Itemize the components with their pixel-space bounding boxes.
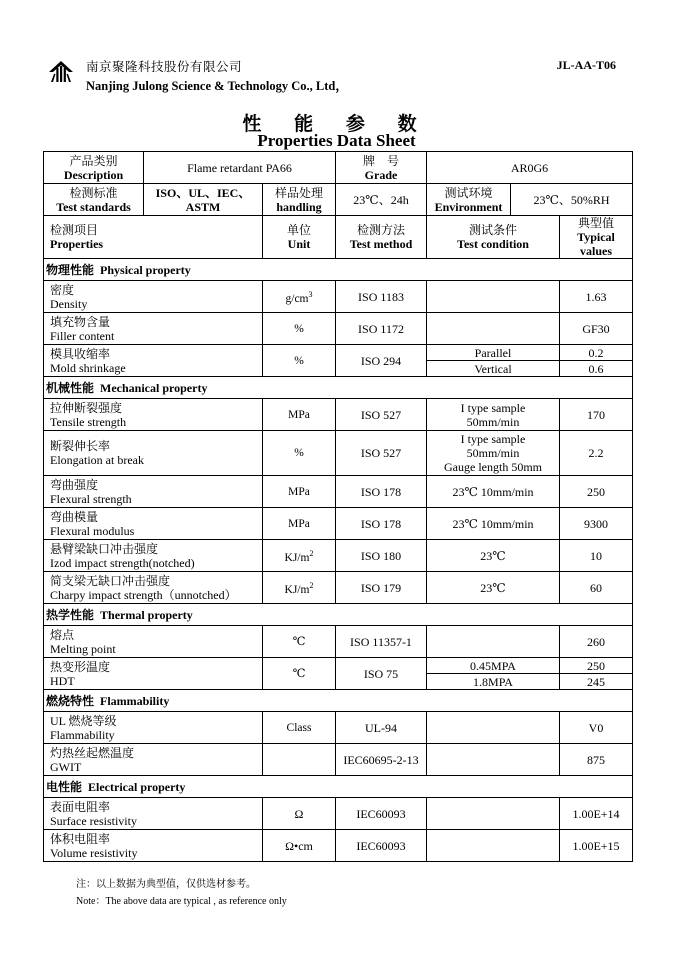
document-number: JL-AA-T06 [556,58,616,72]
row-melting-point: 熔点 Melting point ℃ ISO 11357-1 260 [44,626,633,658]
section-flammability: 燃烧特性 Flammability [44,690,633,712]
row-charpy: 简支梁无缺口冲击强度 Charpy impact strength（unnotched） $KJ/m^2$ ISO 179 23℃ 60 [44,572,633,604]
company-name-en: Nanjing Julong Science & Technology Co., Ltd， [86,79,348,93]
row-flexural-modulus: 弯曲模量 Flexural modulus MPa ISO 178 23℃ 10mm/min 9300 [44,508,633,540]
row-surface-resistivity: 表面电阻率 Surface resistivity Ω IEC60093 1.00E+14 [44,798,633,830]
header-condition: 测试条件 Test condition [427,216,560,259]
grade-label: 牌 号 Grade [336,152,427,184]
row-ul: UL 燃烧等级 Flammability Class UL-94 V0 [44,712,633,744]
notes [76,876,287,910]
grade-value: AR0G6 [427,152,633,184]
environment-label: 测试环境 Environment [427,184,511,216]
section-thermal: 热学性能 Thermal property [44,604,633,626]
row-filler: 填充物含量 Filler content % ISO 1172 GF30 [44,313,633,345]
row-izod: 悬臂梁缺口冲击强度 Izod impact strength(notched) $KJ/m^2$ ISO 180 23℃ 10 [44,540,633,572]
row-shrinkage-parallel: 模具收缩率 Mold shrinkage % ISO 294 Parallel 0.2 [44,345,633,361]
handling-label: 样品处理 handling [263,184,336,216]
row-density: 密度 Density $g/cm^3$ ISO 1183 1.63 [44,281,633,313]
title-en: Properties Data Sheet [257,131,416,150]
header-unit: 单位 Unit [263,216,336,259]
header-method: 检测方法 Test method [336,216,427,259]
row-elongation: 断裂伸长率 Elongation at break % ISO 527 I type sample 50mm/min Gauge length 50mm 2.2 [44,431,633,476]
standards-value: ISO、UL、IEC、 ASTM [144,184,263,216]
section-electrical: 电性能 Electrical property [44,776,633,798]
standards-label: 检测标准 Test standards [44,184,144,216]
row-volume-resistivity: 体积电阻率 Volume resistivity Ω•cm IEC60093 1.00E+15 [44,830,633,862]
header-properties: 检测项目 Properties [44,216,263,259]
row-shrinkage-vertical: Vertical 0.6 [44,361,633,377]
section-mechanical: 机械性能 Mechanical property [44,377,633,399]
description-label: 产品类别 Description [44,152,144,184]
company-logo-icon [48,60,74,84]
row-tensile: 拉伸断裂强度 Tensile strength MPa ISO 527 I type sample 50mm/min 170 [44,399,633,431]
meta-row-standards [44,184,633,216]
title-cn: 性 能 参 数 [242,114,431,135]
row-gwit: 灼热丝起燃温度 GWIT IEC60695-2-13 875 [44,744,633,776]
meta-row-description [44,152,633,184]
note-cn: 注：以上数据为典型值，仅供选材参考。 [76,879,256,890]
description-value: Flame retardant PA66 [144,152,336,184]
row-flexural-strength: 弯曲强度 Flexural strength MPa ISO 178 23℃ 10mm/min 250 [44,476,633,508]
header-typical: 典型值 Typical values [560,216,633,259]
column-header-row [44,216,633,259]
row-hdt-045: 热变形温度 HDT ℃ ISO 75 0.45MPA 250 [44,658,633,674]
note-en: Note：The above data are typical , as reference only [76,896,287,907]
row-hdt-18: 1.8MPA 245 [44,674,633,690]
properties-table [43,151,633,862]
document-header [48,54,628,96]
section-physical: 物理性能 Physical property [44,259,633,281]
handling-value: 23℃、24h [336,184,427,216]
environment-value: 23℃、50%RH [511,184,633,216]
company-name-cn: 南京聚隆科技股份有限公司 [86,60,243,74]
